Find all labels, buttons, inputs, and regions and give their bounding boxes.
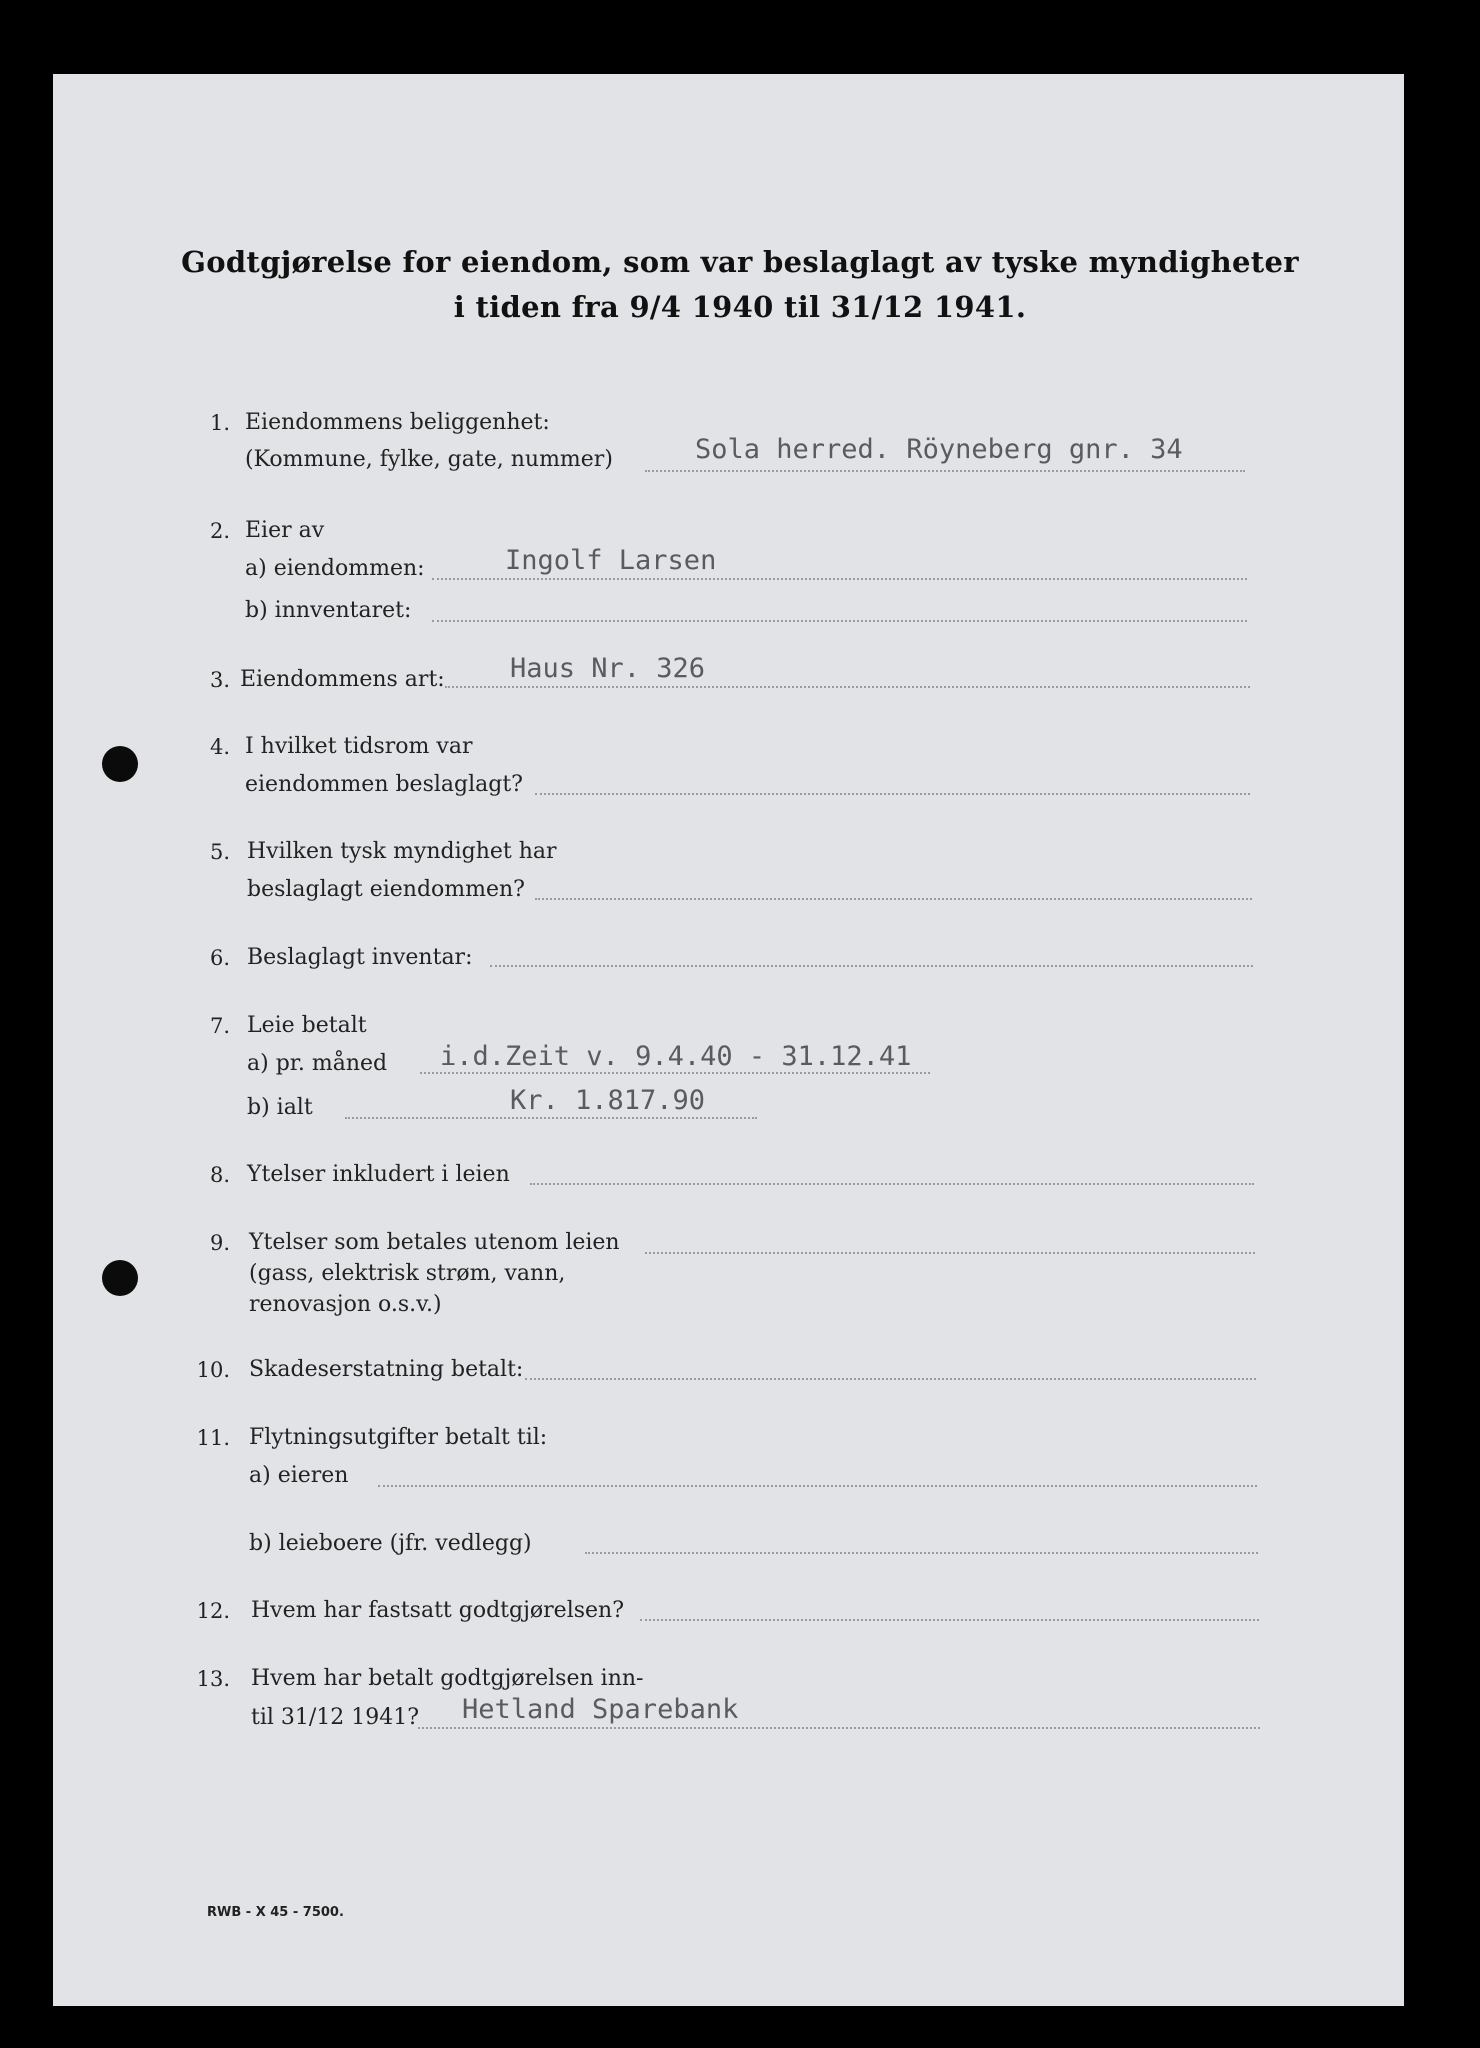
item-7a-value: i.d.Zeit v. 9.4.40 - 31.12.41 xyxy=(440,1041,912,1072)
item-8-label: Ytelser inkludert i leien xyxy=(247,1162,510,1187)
item-3-label: Eiendommens art: xyxy=(240,667,445,692)
item-5-label: Hvilken tysk myndighet har xyxy=(247,839,557,864)
item-1-sublabel: (Kommune, fylke, gate, nummer) xyxy=(245,447,613,472)
item-5-fill-line xyxy=(535,898,1252,900)
item-8-fill-line xyxy=(530,1183,1254,1185)
item-11a-fill-line xyxy=(378,1485,1257,1487)
item-7b-value: Kr. 1.817.90 xyxy=(510,1085,706,1116)
item-number: 12. xyxy=(196,1599,230,1623)
item-4-sublabel: eiendommen beslaglagt? xyxy=(245,772,523,797)
form-title-line1: Godtgjørelse for eiendom, som var beslaglagt av tyske myndigheter xyxy=(181,245,1299,279)
item-11b-label: b) leieboere (jfr. vedlegg) xyxy=(249,1531,532,1556)
item-4-label: I hvilket tidsrom var xyxy=(245,734,473,759)
item-number: 6. xyxy=(209,946,230,970)
item-6-label: Beslaglagt inventar: xyxy=(247,945,473,970)
item-10-fill-line xyxy=(525,1378,1256,1380)
item-number: 4. xyxy=(209,735,230,759)
item-number: 8. xyxy=(209,1163,230,1187)
item-11b-fill-line xyxy=(585,1552,1258,1554)
item-7a-fill-line xyxy=(420,1072,930,1074)
item-7b-fill-line xyxy=(345,1117,757,1119)
item-number: 3. xyxy=(209,668,230,692)
item-3-fill-line xyxy=(445,686,1250,688)
item-1-value: Sola herred. Röyneberg gnr. 34 xyxy=(695,434,1183,465)
item-number: 7. xyxy=(209,1014,230,1038)
item-number: 13. xyxy=(196,1667,230,1691)
item-10-label: Skadeserstatning betalt: xyxy=(249,1357,524,1382)
item-7a-label: a) pr. måned xyxy=(247,1051,388,1076)
item-12-fill-line xyxy=(640,1619,1259,1621)
item-7-label: Leie betalt xyxy=(247,1013,367,1038)
item-13-sublabel: til 31/12 1941? xyxy=(251,1705,420,1730)
item-11a-label: a) eieren xyxy=(249,1463,349,1488)
item-9-sublabel: renovasjon o.s.v.) xyxy=(249,1292,442,1317)
item-9-sublabel: (gass, elektrisk strøm, vann, xyxy=(249,1261,566,1286)
item-2-label: Eier av xyxy=(245,518,325,543)
item-2b-fill-line xyxy=(432,620,1247,622)
item-number: 10. xyxy=(196,1358,230,1382)
item-5-sublabel: beslaglagt eiendommen? xyxy=(247,877,525,902)
item-number: 1. xyxy=(209,411,230,435)
item-number: 5. xyxy=(209,840,230,864)
item-1-label: Eiendommens beliggenhet: xyxy=(245,410,550,435)
item-9-fill-line xyxy=(645,1252,1255,1254)
item-3-value: Haus Nr. 326 xyxy=(510,653,706,684)
item-number: 2. xyxy=(209,519,230,543)
item-6-fill-line xyxy=(490,965,1253,967)
item-13-fill-line xyxy=(418,1727,1260,1729)
item-2a-value: Ingolf Larsen xyxy=(505,545,717,576)
item-2b-label: b) innventaret: xyxy=(245,598,412,623)
item-4-fill-line xyxy=(535,793,1250,795)
punch-hole xyxy=(102,1260,138,1296)
item-9-label: Ytelser som betales utenom leien xyxy=(249,1230,620,1255)
item-2a-label: a) eiendommen: xyxy=(245,556,425,581)
item-13-value: Hetland Sparebank xyxy=(462,1694,739,1725)
item-number: 9. xyxy=(209,1231,230,1255)
item-number: 11. xyxy=(196,1426,230,1450)
item-7b-label: b) ialt xyxy=(247,1095,313,1120)
punch-hole xyxy=(102,746,138,782)
form-title-line2: i tiden fra 9/4 1940 til 31/12 1941. xyxy=(453,290,1027,324)
form-print-code: RWB - X 45 - 7500. xyxy=(207,1905,344,1920)
item-11-label: Flytningsutgifter betalt til: xyxy=(249,1425,548,1450)
item-13-label: Hvem har betalt godtgjørelsen inn- xyxy=(251,1666,644,1691)
item-12-label: Hvem har fastsatt godtgjørelsen? xyxy=(251,1598,625,1623)
item-1-fill-line xyxy=(645,470,1245,472)
item-2a-fill-line xyxy=(432,578,1247,580)
